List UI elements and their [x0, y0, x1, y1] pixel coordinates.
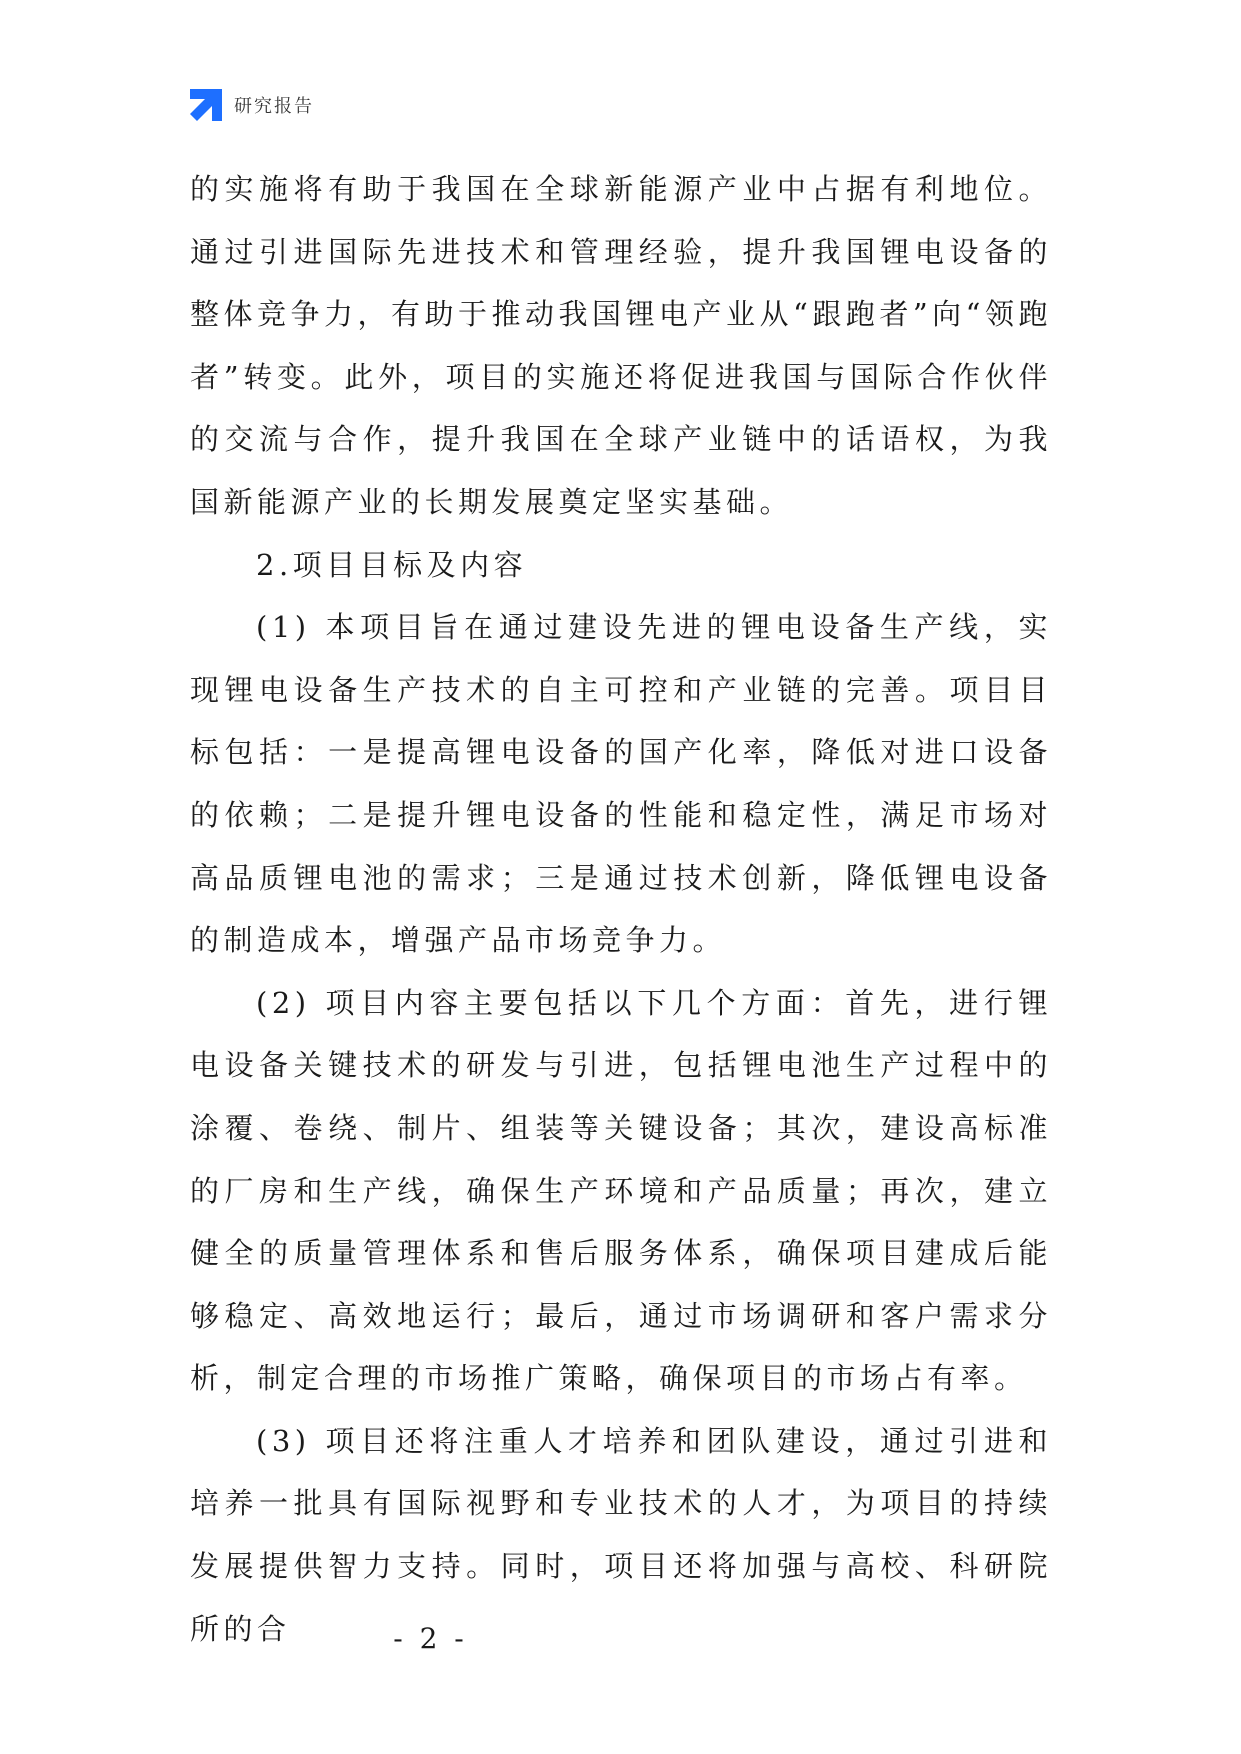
paragraph-continuation: 的实施将有助于我国在全球新能源产业中占据有利地位。通过引进国际先进技术和管理经验，提升我国锂电设备的整体竞争力，有助于推动我国锂电产业从“跟跑者”向“领跑者”转变。此外，项目的实施还将促进我国与国际合作伙伴的交流与合作，提升我国在全球产业链中的话语权，为我国新能源产业的长期发展奠定坚实基础。 — [190, 172, 1052, 519]
header-title: 研究报告 — [234, 96, 314, 117]
page-number: - 2 - — [393, 1622, 468, 1655]
paragraph-item-3: (3) 项目还将注重人才培养和团队建设，通过引进和培养一批具有国际视野和专业技术的人才，为项目的持续发展提供智力支持。同时，项目还将加强与高校、科研院所的合 — [190, 1423, 1052, 1646]
report-header — [190, 88, 314, 122]
document-body — [190, 158, 1052, 1660]
section-heading: 2.项目目标及内容 — [256, 547, 528, 582]
arrow-logo-icon — [190, 89, 222, 121]
paragraph-item-1: (1) 本项目旨在通过建设先进的锂电设备生产线，实现锂电设备生产技术的自主可控和产业链的完善。项目目标包括：一是提高锂电设备的国产化率，降低对进口设备的依赖；二是提升锂电设备的性能和稳定性，满足市场对高品质锂电池的需求；三是通过技术创新，降低锂电设备的制造成本，增强产品市场竞争力。 — [190, 610, 1052, 958]
paragraph-item-2: (2) 项目内容主要包括以下几个方面：首先，进行锂电设备关键技术的研发与引进，包括锂电池生产过程中的涂覆、卷绕、制片、组装等关键设备；其次，建设高标准的厂房和生产线，确保生产环境和产品质量；再次，建立健全的质量管理体系和售后服务体系，确保项目建成后能够稳定、高效地运行；最后，通过市场调研和客户需求分析，制定合理的市场推广策略，确保项目的市场占有率。 — [190, 985, 1052, 1396]
